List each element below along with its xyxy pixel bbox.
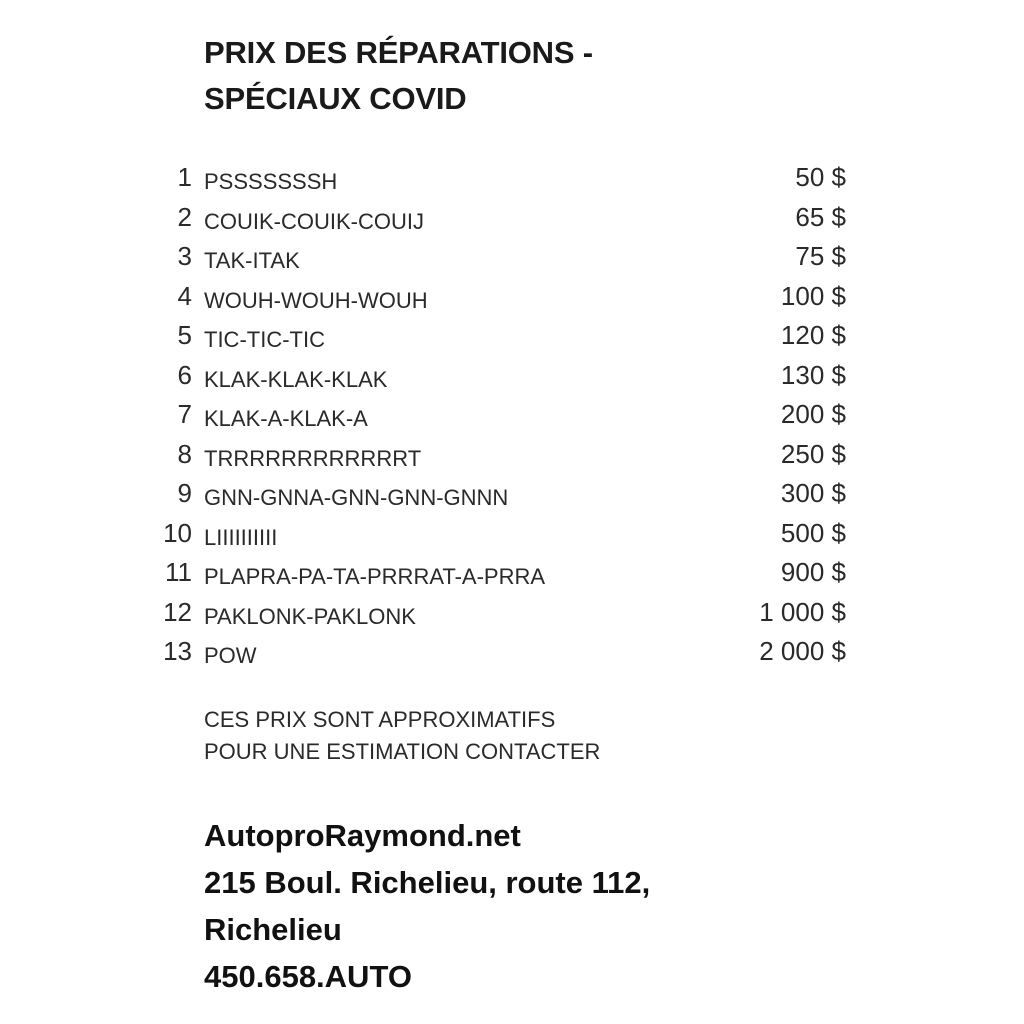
repair-name: COUIK-COUIK-COUIJ xyxy=(204,208,424,234)
price-row xyxy=(150,158,850,198)
page-title xyxy=(204,30,593,122)
repair-name: KLAK-A-KLAK-A xyxy=(204,406,368,431)
price-row xyxy=(150,553,850,593)
repair-price: 1 000 $ xyxy=(759,596,846,627)
price-row xyxy=(150,474,850,514)
price-row xyxy=(150,632,850,672)
repair-name: KLAK-KLAK-KLAK xyxy=(204,366,388,392)
phone-number: 450.658.AUTO xyxy=(204,959,412,994)
repair-price: 75 $ xyxy=(795,241,846,271)
row-number: 13 xyxy=(163,636,192,666)
price-row xyxy=(150,356,850,396)
repair-name: TAK-ITAK xyxy=(204,248,300,273)
row-number: 8 xyxy=(177,438,192,469)
repair-price: 2 000 $ xyxy=(759,636,846,666)
row-number: 2 xyxy=(177,201,192,232)
price-list xyxy=(150,158,850,672)
row-number: 11 xyxy=(165,557,192,587)
repair-name: PAKLONK-PAKLONK xyxy=(204,603,416,629)
price-row xyxy=(150,198,850,238)
repair-name: GNN-GNNA-GNN-GNN-GNNN xyxy=(204,485,509,510)
price-row xyxy=(150,514,850,554)
website-link[interactable]: AutoproRaymond.net xyxy=(204,818,521,853)
repair-name: TIC-TIC-TIC xyxy=(204,327,325,352)
repair-name: PLAPRA-PA-TA-PRRRAT-A-PRRA xyxy=(204,564,546,589)
disclaimer-note xyxy=(204,704,600,768)
row-number: 7 xyxy=(177,399,192,429)
note-line-2: POUR UNE ESTIMATION CONTACTER xyxy=(204,739,601,764)
address-line-2: Richelieu xyxy=(204,912,342,947)
repair-price: 250 $ xyxy=(780,438,846,469)
row-number: 9 xyxy=(177,478,192,508)
row-number: 6 xyxy=(177,359,192,390)
repair-price: 130 $ xyxy=(780,359,846,390)
repair-price: 200 $ xyxy=(780,399,846,429)
price-row xyxy=(150,435,850,475)
contact-block xyxy=(204,812,650,1000)
price-row xyxy=(150,237,850,277)
price-row xyxy=(150,277,850,317)
repair-name: LIIIIIIIIII xyxy=(204,524,278,550)
repair-name: PSSSSSSSH xyxy=(204,169,338,194)
title-line-2: SPÉCIAUX COVID xyxy=(204,81,467,116)
row-number: 12 xyxy=(163,596,192,627)
note-line-1: CES PRIX SONT APPROXIMATIFS xyxy=(204,707,556,732)
row-number: 5 xyxy=(177,320,192,350)
price-row xyxy=(150,593,850,633)
title-line-1: PRIX DES RÉPARATIONS - xyxy=(204,35,593,70)
repair-price: 120 $ xyxy=(780,320,846,350)
repair-price: 900 $ xyxy=(780,557,846,587)
price-row xyxy=(150,316,850,356)
row-number: 3 xyxy=(177,241,192,271)
repair-name: TRRRRRRRRRRRRT xyxy=(204,445,422,471)
repair-price: 300 $ xyxy=(780,478,846,508)
row-number: 10 xyxy=(163,517,192,548)
repair-name: POW xyxy=(204,643,257,668)
address-line-1: 215 Boul. Richelieu, route 112, xyxy=(204,865,651,900)
repair-price: 50 $ xyxy=(795,162,846,192)
repair-price: 500 $ xyxy=(780,517,846,548)
repair-price: 100 $ xyxy=(780,280,846,311)
repair-name: WOUH-WOUH-WOUH xyxy=(204,287,428,313)
repair-price: 65 $ xyxy=(795,201,846,232)
price-row xyxy=(150,395,850,435)
row-number: 1 xyxy=(177,162,192,192)
row-number: 4 xyxy=(177,280,192,311)
